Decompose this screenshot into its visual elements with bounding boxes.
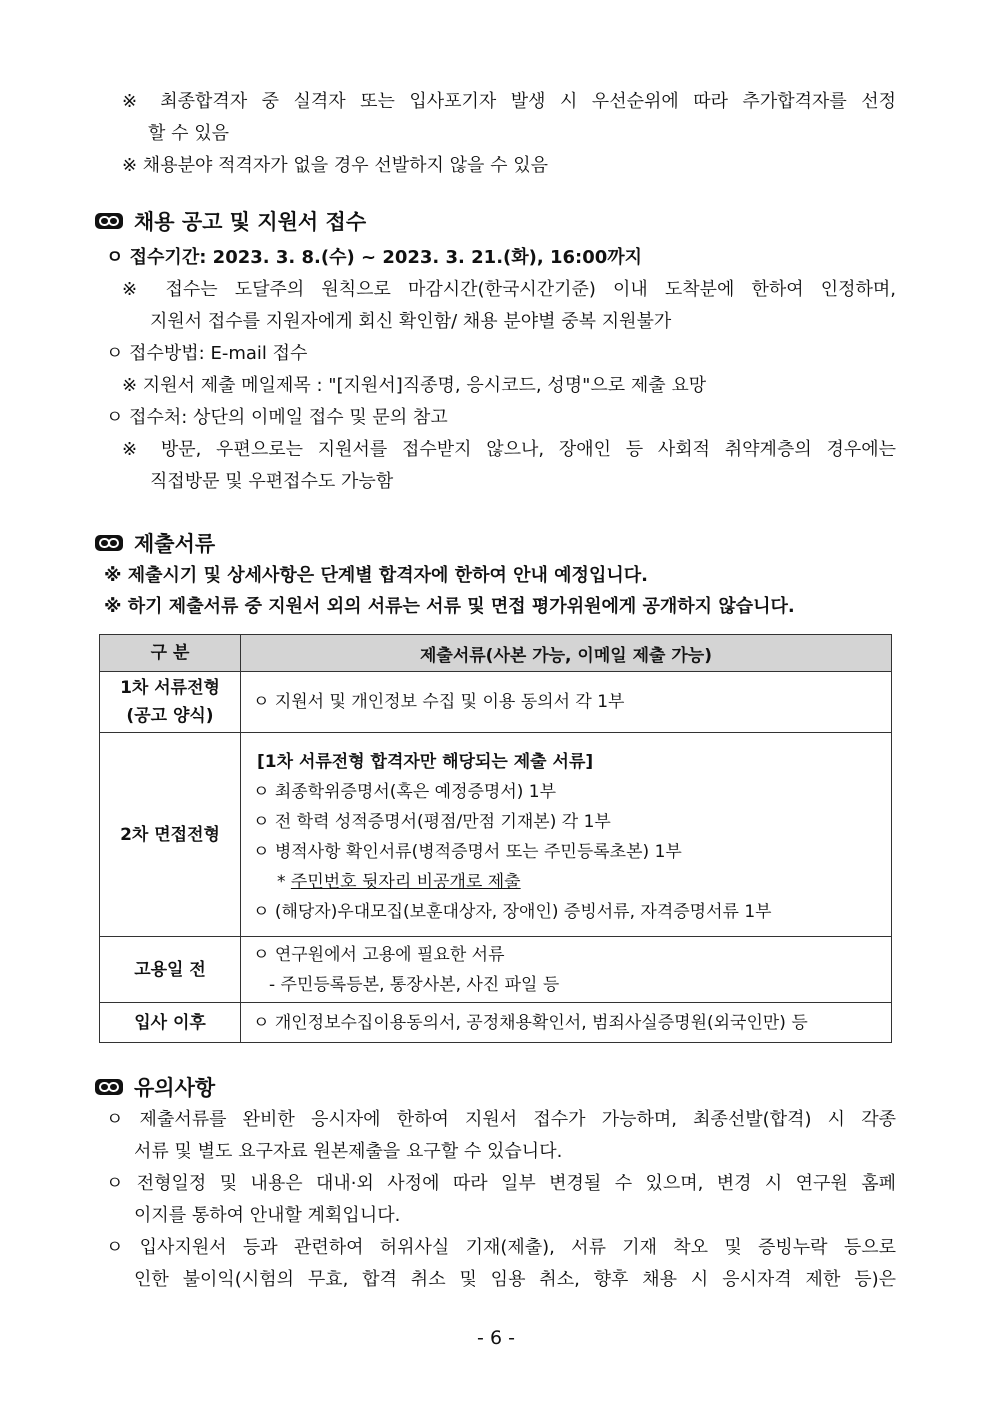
table-row [100, 672, 892, 733]
table-row [100, 937, 892, 1003]
row-category: 고용일 전 [100, 937, 241, 1003]
category-label: 1차 서류전형 [120, 678, 220, 698]
page-number: - 6 - [477, 1327, 515, 1349]
row-documents [241, 1003, 892, 1043]
document-note [253, 867, 879, 897]
application-place-note-cont: 직접방문 및 우편접수도 가능함 [150, 471, 394, 492]
document-item: ㅇ 병적사항 확인서류(병적증명서 또는 주민등록초본) 1부 [253, 841, 682, 862]
document-item: ㅇ 최종학위증명서(혹은 예정증명서) 1부 [253, 781, 557, 802]
documents-subheading: [1차 서류전형 합격자만 해당되는 제출 서류] [257, 751, 594, 772]
row-documents [241, 672, 892, 733]
application-method-note: ※ 지원서 제출 메일제목 : "[지원서]직종명, 응시코드, 성명"으로 제출 요망 [122, 375, 707, 396]
link-icon [94, 1077, 124, 1097]
notice-item-1: ㅇ 제출서류를 완비한 응시자에 한하여 지원서 접수가 가능하며, 최종선발(합격) 시 각종 [106, 1109, 896, 1130]
table-row [100, 1003, 892, 1043]
header-documents: 제출서류(사본 가능, 이메일 제출 가능) [241, 635, 892, 672]
notice-item-2-cont: 이지를 통하여 안내할 계획입니다. [134, 1205, 401, 1226]
document-item: ㅇ 지원서 및 개인정보 수집 및 이용 동의서 각 1부 [253, 692, 625, 712]
row-documents [241, 733, 892, 937]
section-title: 유의사항 [134, 1076, 216, 1100]
row-category: 입사 이후 [100, 1003, 241, 1043]
section-application-heading [94, 206, 366, 236]
application-place-note: ※ 방문, 우편으로는 지원서를 접수받지 않으나, 장애인 등 사회적 취약계층의 경우에는 [122, 439, 896, 460]
note-marker: * [277, 871, 291, 892]
row-category [100, 672, 241, 733]
row-category: 2차 면접전형 [100, 733, 241, 937]
section-title: 채용 공고 및 지원서 접수 [134, 210, 367, 234]
application-place: ㅇ 접수처: 상단의 이메일 접수 및 문의 참고 [106, 407, 448, 428]
notice-item-3: ㅇ 입사지원서 등과 관련하여 허위사실 기재(제출), 서류 기재 착오 및 증빙누락 등으로 [106, 1237, 896, 1258]
document-item: ㅇ 연구원에서 고용에 필요한 서류 [253, 944, 505, 965]
section-notice-heading [94, 1072, 215, 1102]
note-additional-pass: ※ 최종합격자 중 실격자 또는 입사포기자 발생 시 우선순위에 따라 추가합격자를 선정 [122, 91, 896, 112]
application-period: ㅇ 접수기간: 2023. 3. 8.(수) ~ 2023. 3. 21.(화), 16:00까지 [106, 247, 643, 268]
documents-table [99, 634, 892, 1043]
document-sub-item: - 주민등록등본, 통장사본, 사진 파일 등 [269, 974, 560, 995]
section-title: 제출서류 [134, 532, 216, 556]
row-documents [241, 937, 892, 1003]
application-method: ㅇ 접수방법: E-mail 접수 [106, 343, 308, 364]
link-icon [94, 533, 124, 553]
link-icon [94, 211, 124, 231]
table-header-row [100, 635, 892, 672]
document-item: ㅇ 개인정보수집이용동의서, 공정채용확인서, 범죄사실증명원(외국인만) 등 [253, 1012, 808, 1033]
category-sub-label: (공고 양식) [126, 706, 214, 726]
documents-note-timing: ※ 제출시기 및 상세사항은 단계별 합격자에 한하여 안내 예정입니다. [104, 565, 648, 586]
document-item: ㅇ (해당자)우대모집(보훈대상자, 장애인) 증빙서류, 자격증명서류 1부 [253, 901, 772, 922]
documents-note-private: ※ 하기 제출서류 중 지원서 외의 서류는 서류 및 면접 평가위원에게 공개하지 않습니다. [104, 596, 795, 617]
application-period-note: ※ 접수는 도달주의 원칙으로 마감시간(한국시간기준) 이내 도착분에 한하여 인정하며, [122, 279, 896, 300]
notice-item-1-cont: 서류 및 별도 요구자료 원본제출을 요구할 수 있습니다. [134, 1141, 563, 1162]
header-category: 구 분 [100, 635, 241, 672]
notice-item-2: ㅇ 전형일정 및 내용은 대내·외 사정에 따라 일부 변경될 수 있으며, 변경 시 연구원 홈페 [106, 1173, 896, 1194]
section-documents-heading [94, 528, 215, 558]
notice-item-3-cont: 인한 불이익(시험의 무효, 합격 취소 및 임용 취소, 향후 채용 시 응시자격 제한 등)은 [134, 1269, 896, 1290]
note-text: 주민번호 뒷자리 비공개로 제출 [290, 871, 521, 892]
table-row [100, 733, 892, 937]
note-no-selection: ※ 채용분야 적격자가 없을 경우 선발하지 않을 수 있음 [122, 155, 549, 176]
note-additional-pass-cont: 할 수 있음 [148, 123, 229, 144]
application-period-note-cont: 지원서 접수를 지원자에게 회신 확인함/ 채용 분야별 중복 지원불가 [150, 311, 672, 332]
document-item: ㅇ 전 학력 성적증명서(평점/만점 기재본) 각 1부 [253, 811, 611, 832]
